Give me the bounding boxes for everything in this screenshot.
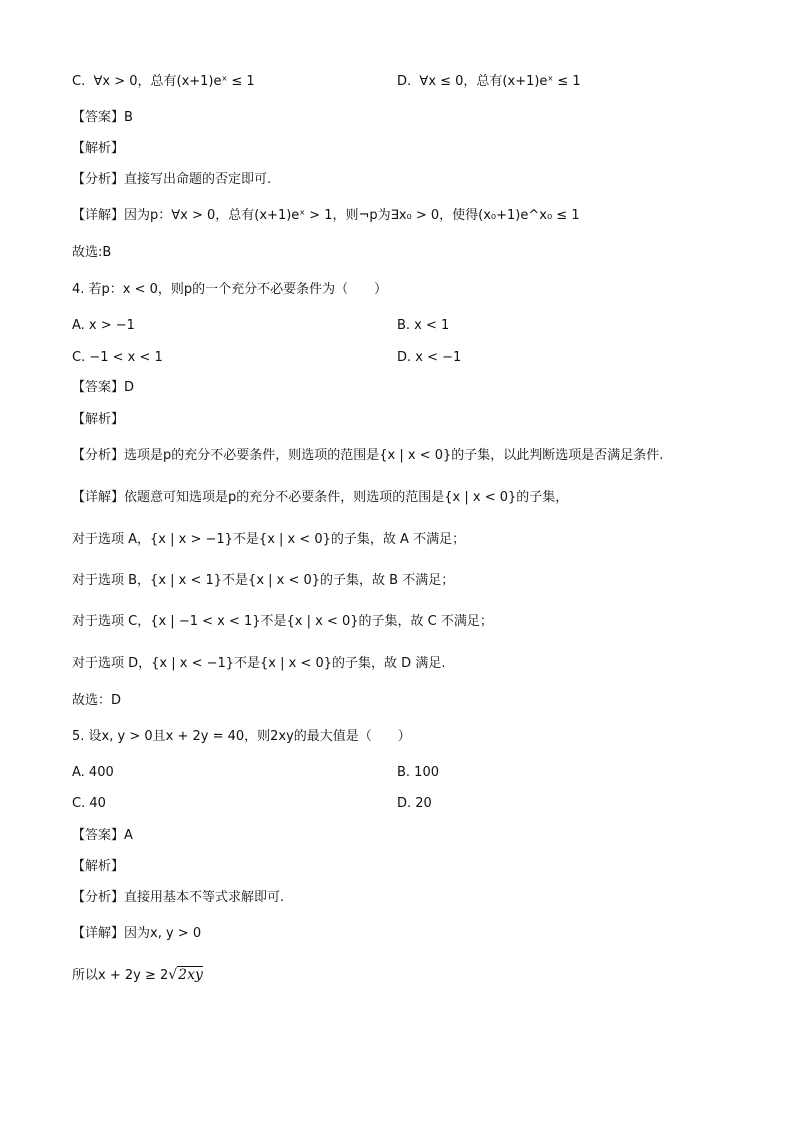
q3-option-d: D. ∀x ≤ 0，总有(x+1)eˣ ≤ 1 xyxy=(397,74,581,89)
q4-option-a: A. x > −1 xyxy=(72,318,135,333)
q5-analysis-tag: 【解析】 xyxy=(72,859,125,874)
q3-answer: 【答案】B xyxy=(72,110,133,125)
q5-option-c: C. 40 xyxy=(72,796,106,811)
q5-option-b: B. 100 xyxy=(397,765,439,780)
q5-fenxi: 【分析】直接用基本不等式求解即可. xyxy=(72,890,285,905)
q4-fenxi: 【分析】选项是p的充分不必要条件，则选项的范围是{x | x < 0}的子集，以此判断选项是否满足条件. xyxy=(72,448,664,463)
q3-option-c: C. ∀x > 0，总有(x+1)eˣ ≤ 1 xyxy=(72,74,255,89)
q4-stem: 4. 若p：x < 0，则p的一个充分不必要条件为（ ） xyxy=(72,282,388,297)
q4-line-b: 对于选项 B，{x | x < 1}不是{x | x < 0}的子集，故 B 不满足； xyxy=(72,573,455,588)
q4-line-d: 对于选项 D，{x | x < −1}不是{x | x < 0}的子集，故 D 满足. xyxy=(72,656,446,671)
q4-option-b: B. x < 1 xyxy=(397,318,450,333)
q5-xiangjie: 【详解】因为x, y > 0 xyxy=(72,926,202,941)
q3-analysis-tag: 【解析】 xyxy=(72,141,125,156)
q5-option-d: D. 20 xyxy=(397,796,432,811)
q3-fenxi: 【分析】直接写出命题的否定即可. xyxy=(72,172,272,187)
q4-analysis-tag: 【解析】 xyxy=(72,412,125,427)
q3-conclusion: 故选:B xyxy=(72,245,112,260)
q4-answer: 【答案】D xyxy=(72,380,135,395)
q4-option-c: C. −1 < x < 1 xyxy=(72,350,163,365)
q4-option-d: D. x < −1 xyxy=(397,350,462,365)
sqrt-sign: √ xyxy=(168,967,178,983)
q5-last-line: 所以x + 2y ≥ 2√2xy xyxy=(72,967,203,983)
q4-line-c: 对于选项 C，{x | −1 < x < 1}不是{x | x < 0}的子集，故 C 不满足； xyxy=(72,614,493,629)
q5-stem: 5. 设x, y > 0且x + 2y = 40，则2xy的最大值是（ ） xyxy=(72,729,411,744)
q4-conclusion: 故选：D xyxy=(72,693,122,708)
q5-answer: 【答案】A xyxy=(72,828,133,843)
q4-xiangjie: 【详解】依题意可知选项是p的充分不必要条件，则选项的范围是{x | x < 0}的子集， xyxy=(72,490,569,505)
q3-xiangjie: 【详解】因为p：∀x > 0，总有(x+1)eˣ > 1，则¬p为∃x₀ > 0，使得(x₀+1)e^x₀ ≤ 1 xyxy=(72,208,580,223)
q4-line-a: 对于选项 A，{x | x > −1}不是{x | x < 0}的子集，故 A 不满足； xyxy=(72,532,466,547)
q5-option-a: A. 400 xyxy=(72,765,114,780)
sqrt-radicand: 2xy xyxy=(178,967,203,983)
